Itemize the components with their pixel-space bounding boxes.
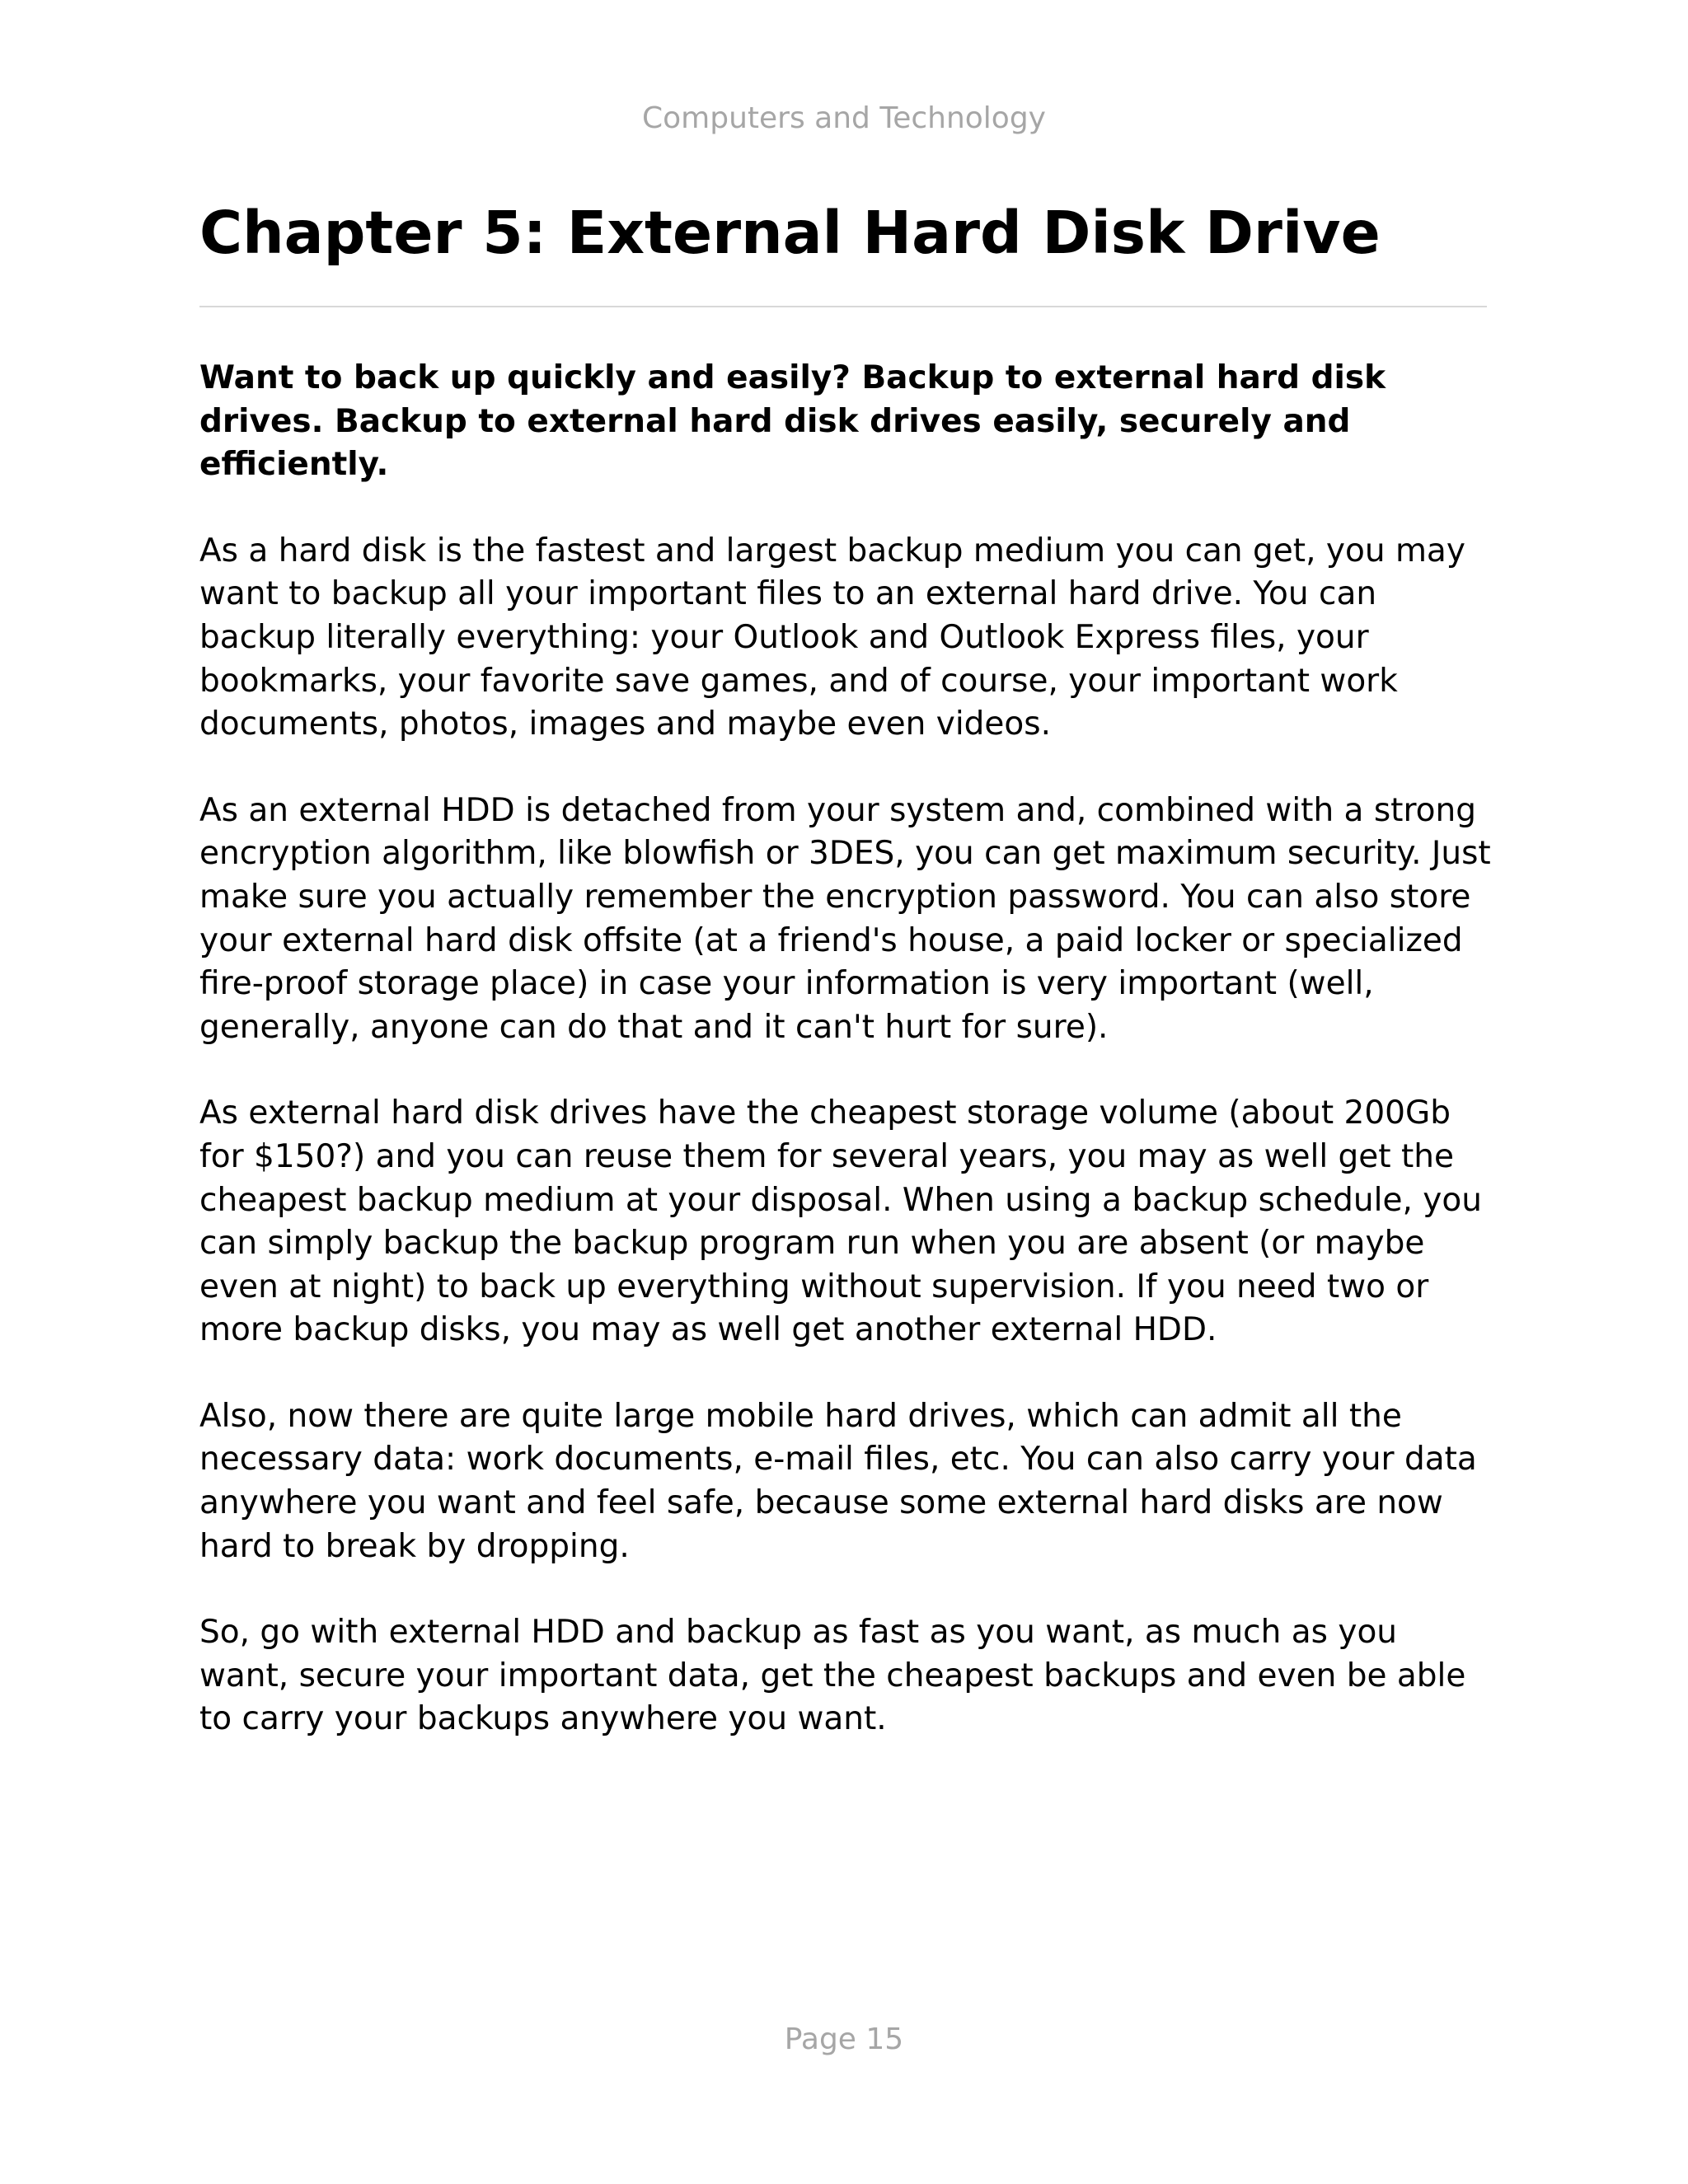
chapter-title: Chapter 5: External Hard Disk Drive	[199, 199, 1381, 267]
body-paragraph: Also, now there are quite large mobile hard drives, which can admit all the necessary data: work documents, e-mail files, etc. You can also carry your data anywhere you want and feel safe, because some external hard disks are now hard to break by dropping.	[199, 1397, 1477, 1565]
lead-paragraph: Want to back up quickly and easily? Backup to external hard disk drives. Backup to external hard disk drives easily, securely and efficiently.	[199, 359, 1386, 484]
body-paragraph: As a hard disk is the fastest and largest backup medium you can get, you may want to backup all your important files to an external hard drive. You can backup literally everything: your Outlook and Outlook Express files, your bookmarks, your favorite save games, and of course, your important work documents, photos, images and maybe even videos.	[199, 532, 1465, 743]
page-number: Page 15	[784, 2022, 904, 2056]
body-paragraph: As an external HDD is detached from your system and, combined with a strong encryption algorithm, like blowfish or 3DES, you can get maximum security. Just make sure you actually remember the encryption password. You can also store your external hard disk offsite (at a friend's house, a paid locker or specialized fire-proof storage place) in case your information is very important (well, generally, anyone can do that and it can't hurt for sure).	[199, 791, 1491, 1046]
chapter-body	[199, 357, 1492, 1784]
title-divider	[199, 306, 1487, 307]
body-paragraph: So, go with external HDD and backup as fast as you want, as much as you want, secure your important data, get the cheapest backups and even be able to carry your backups anywhere you want.	[199, 1614, 1466, 1738]
running-header: Computers and Technology	[642, 101, 1046, 135]
body-paragraph: As external hard disk drives have the cheapest storage volume (about 200Gb for $150?) and you can reuse them for several years, you may as well get the cheapest backup medium at your disposal. When using a backup schedule, you can simply backup the backup program run when you are absent (or maybe even at night) to back up everything without supervision. If you need two or more backup disks, you may as well get another external HDD.	[199, 1094, 1482, 1349]
